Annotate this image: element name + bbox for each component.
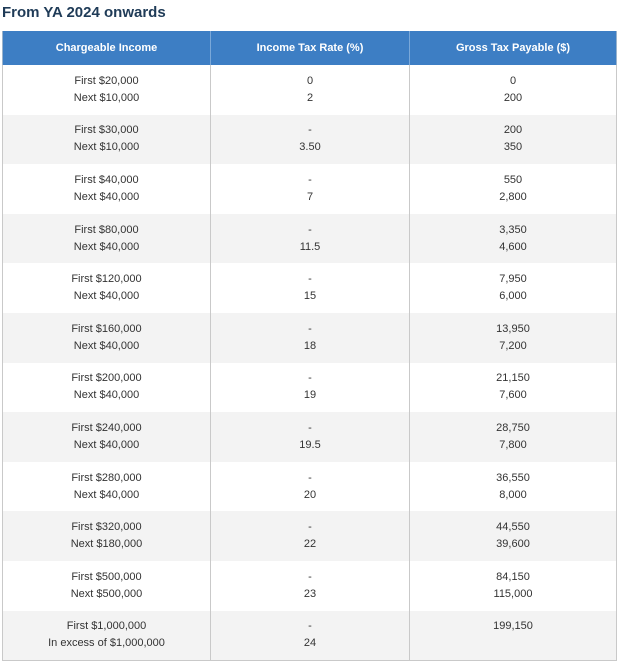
tax-rate-cell-line: 3.50	[299, 141, 321, 154]
chargeable-income-cell-line: Next $40,000	[73, 240, 140, 253]
gross-tax-cell-line: 44,550	[496, 521, 530, 534]
tax-rate-cell-line: -	[308, 570, 312, 583]
gross-tax-cell-line: 199,150	[493, 620, 533, 633]
gross-tax-cell-line: 8,000	[499, 488, 527, 501]
gross-tax-cell-line: 350	[503, 141, 523, 154]
tax-rate-cell-line: 18	[303, 339, 317, 352]
chargeable-income-cell	[3, 263, 211, 313]
tax-rate-cell-line: 20	[303, 488, 317, 501]
chargeable-income-cell-line: Next $40,000	[73, 190, 140, 203]
gross-tax-cell	[410, 214, 617, 264]
gross-tax-cell-line: 7,950	[499, 273, 527, 286]
chargeable-income-cell-line: First $200,000	[71, 372, 142, 385]
table-row	[3, 65, 617, 115]
chargeable-income-cell	[3, 511, 211, 561]
chargeable-income-cell-line: Next $10,000	[73, 141, 140, 154]
chargeable-income-cell	[3, 164, 211, 214]
gross-tax-cell-line: 0	[509, 74, 517, 87]
tax-rate-cell	[211, 263, 410, 313]
chargeable-income-cell	[3, 65, 211, 115]
tax-rate-cell-line: 15	[303, 290, 317, 303]
chargeable-income-cell-line: Next $40,000	[73, 488, 140, 501]
gross-tax-cell	[410, 462, 617, 512]
table-row	[3, 611, 617, 661]
gross-tax-cell-line: 7,200	[499, 339, 527, 352]
gross-tax-cell-line: 13,950	[496, 322, 530, 335]
chargeable-income-cell-line: First $240,000	[71, 421, 142, 434]
tax-rate-cell-line: -	[308, 173, 312, 186]
chargeable-income-cell-line: Next $40,000	[73, 438, 140, 451]
chargeable-income-cell-line: Next $40,000	[73, 339, 140, 352]
gross-tax-cell-line: 21,150	[496, 372, 530, 385]
tax-rate-cell-line: -	[308, 322, 312, 335]
tax-rate-cell	[211, 214, 410, 264]
chargeable-income-cell-line: First $160,000	[71, 322, 142, 335]
table-row	[3, 462, 617, 512]
table-row	[3, 511, 617, 561]
gross-tax-cell-line: 6,000	[499, 290, 527, 303]
table-row	[3, 313, 617, 363]
tax-rate-cell-line: -	[308, 620, 312, 633]
tax-rate-cell	[211, 611, 410, 661]
chargeable-income-cell	[3, 115, 211, 165]
gross-tax-cell-line: 4,600	[499, 240, 527, 253]
tax-rate-cell-line: -	[308, 223, 312, 236]
gross-tax-cell-line: 84,150	[496, 570, 530, 583]
chargeable-income-cell-line: In excess of $1,000,000	[48, 637, 165, 650]
chargeable-income-cell-line: First $120,000	[71, 273, 142, 286]
gross-tax-cell-line: 7,600	[499, 389, 527, 402]
table-row	[3, 164, 617, 214]
chargeable-income-cell	[3, 462, 211, 512]
chargeable-income-cell-line: Next $40,000	[73, 290, 140, 303]
tax-rate-cell-line: 2	[306, 91, 314, 104]
table-row	[3, 412, 617, 462]
gross-tax-cell-line: 2,800	[499, 190, 527, 203]
chargeable-income-cell-line: First $500,000	[71, 570, 142, 583]
gross-tax-cell	[410, 65, 617, 115]
tax-rate-cell-line: 19.5	[299, 438, 321, 451]
tax-rate-cell-line: 11.5	[299, 240, 321, 253]
gross-tax-cell	[410, 313, 617, 363]
chargeable-income-cell-line: Next $500,000	[70, 587, 143, 600]
table-row	[3, 214, 617, 264]
tax-rate-table	[2, 31, 617, 661]
tax-rate-cell	[211, 164, 410, 214]
chargeable-income-cell	[3, 214, 211, 264]
table-header-row	[3, 31, 617, 65]
chargeable-income-cell-line: Next $180,000	[70, 538, 143, 551]
chargeable-income-cell-line: First $40,000	[74, 173, 139, 186]
table-row	[3, 115, 617, 165]
chargeable-income-cell	[3, 561, 211, 611]
chargeable-income-cell-line: First $1,000,000	[66, 620, 147, 633]
gross-tax-cell	[410, 115, 617, 165]
table-row	[3, 263, 617, 313]
chargeable-income-cell-line: Next $10,000	[73, 91, 140, 104]
gross-tax-cell-line: 115,000	[493, 587, 533, 600]
tax-rate-cell-line: 7	[306, 190, 314, 203]
chargeable-income-cell-line: First $80,000	[74, 223, 139, 236]
gross-tax-cell-line: 550	[503, 173, 523, 186]
gross-tax-cell-line: 200	[503, 91, 523, 104]
tax-rate-cell-line: -	[308, 471, 312, 484]
tax-rate-cell	[211, 65, 410, 115]
table-row	[3, 363, 617, 413]
chargeable-income-cell-line: First $320,000	[71, 521, 142, 534]
tax-rate-cell-line: 22	[303, 538, 317, 551]
chargeable-income-cell-line: First $280,000	[71, 471, 142, 484]
gross-tax-cell-line: 3,350	[499, 223, 527, 236]
tax-rate-cell	[211, 313, 410, 363]
tax-rate-cell-line: 24	[303, 637, 317, 650]
page-title: From YA 2024 onwards	[2, 4, 166, 21]
chargeable-income-cell	[3, 412, 211, 462]
tax-rate-cell	[211, 561, 410, 611]
chargeable-income-cell-line: Next $40,000	[73, 389, 140, 402]
tax-rate-cell-line: -	[308, 273, 312, 286]
tax-rate-cell-line: 19	[303, 389, 317, 402]
tax-rate-cell-line: -	[308, 521, 312, 534]
tax-rate-cell-line: 23	[303, 587, 317, 600]
tax-rate-cell	[211, 115, 410, 165]
gross-tax-cell-line	[410, 635, 616, 652]
tax-rate-cell	[211, 412, 410, 462]
chargeable-income-cell	[3, 363, 211, 413]
gross-tax-cell-line: 39,600	[496, 538, 530, 551]
gross-tax-cell-line: 28,750	[496, 421, 530, 434]
chargeable-income-cell-line: First $20,000	[74, 74, 139, 87]
tax-rate-cell	[211, 363, 410, 413]
tax-rate-cell-line: -	[308, 124, 312, 137]
gross-tax-cell	[410, 363, 617, 413]
table-row	[3, 561, 617, 611]
gross-tax-cell-line: 200	[503, 124, 523, 137]
gross-tax-cell-line: 7,800	[499, 438, 527, 451]
chargeable-income-cell	[3, 313, 211, 363]
chargeable-income-cell-line: First $30,000	[74, 124, 139, 137]
tax-rate-cell-line: 0	[306, 74, 314, 87]
gross-tax-cell	[410, 561, 617, 611]
header-income-tax-rate: Income Tax Rate (%)	[211, 31, 410, 65]
header-gross-tax-payable: Gross Tax Payable ($)	[410, 31, 617, 65]
tax-rate-cell	[211, 462, 410, 512]
gross-tax-cell	[410, 611, 617, 661]
header-chargeable-income: Chargeable Income	[3, 31, 211, 65]
gross-tax-cell	[410, 511, 617, 561]
gross-tax-cell	[410, 263, 617, 313]
chargeable-income-cell	[3, 611, 211, 661]
tax-rate-cell-line: -	[308, 421, 312, 434]
tax-rate-cell-line: -	[308, 372, 312, 385]
gross-tax-cell	[410, 164, 617, 214]
gross-tax-cell	[410, 412, 617, 462]
gross-tax-cell-line: 36,550	[496, 471, 530, 484]
tax-rate-cell	[211, 511, 410, 561]
